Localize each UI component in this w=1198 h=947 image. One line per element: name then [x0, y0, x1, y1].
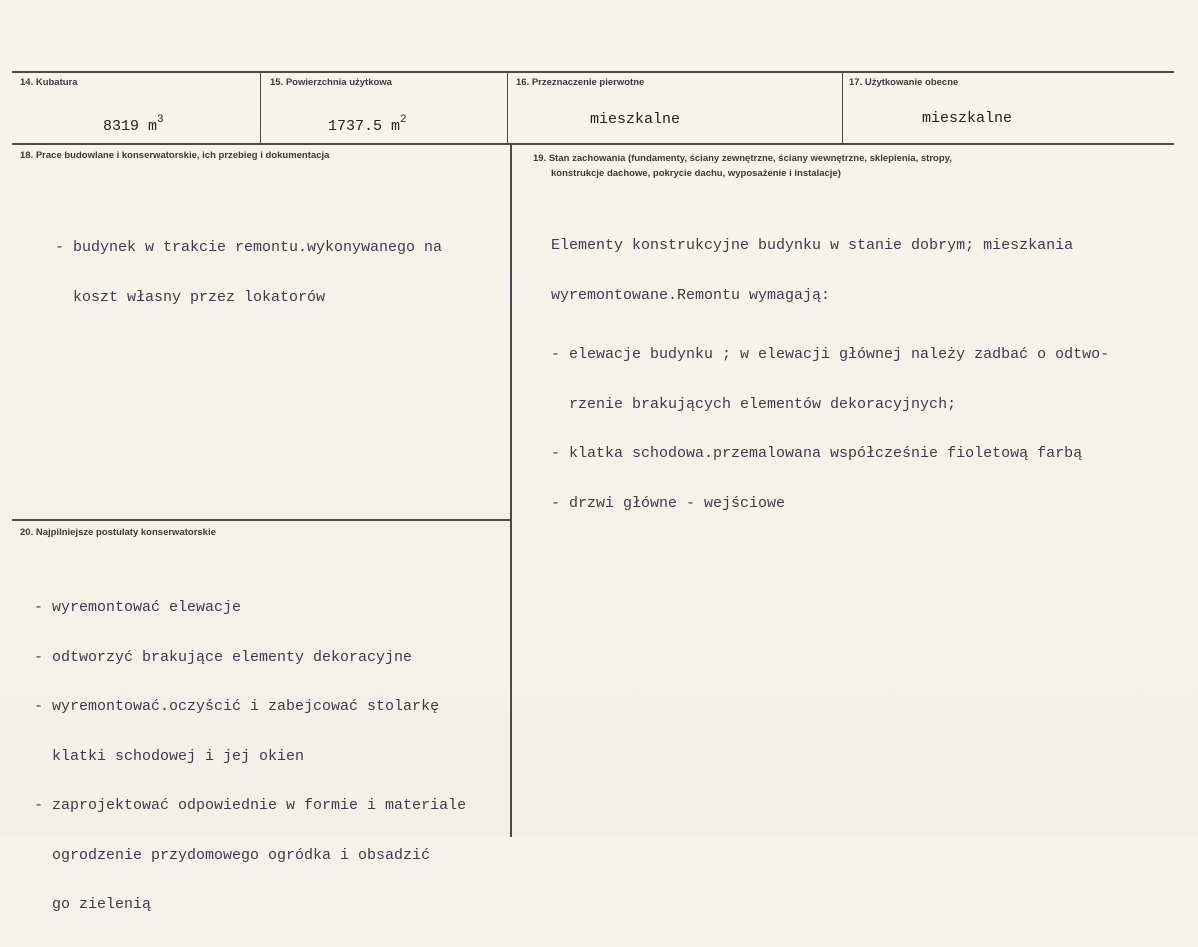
field-17-label: 17. Użytkowanie obecne — [849, 77, 959, 88]
field-20-label: 20. Najpilniejsze postulaty konserwatorskie — [20, 527, 216, 538]
kubatura-number: 8319 — [103, 118, 140, 135]
field-18-label: 18. Prace budowlane i konserwatorskie, ich przebieg i dokumentacja — [20, 150, 330, 161]
kubatura-unit-exponent: 3 — [157, 114, 164, 126]
divider-15-16 — [507, 73, 508, 143]
powierzchnia-unit: m — [391, 118, 401, 135]
field-20-line: - wyremontować.oczyścić i zabejcować stolarkę — [34, 698, 440, 715]
field-19-text — [551, 205, 1109, 545]
field-19-label: 19. Stan zachowania (fundamenty, ściany zewnętrzne, ściany wewnętrzne, sklepienia, stropy, — [533, 153, 952, 164]
field-18-text — [55, 207, 442, 339]
field-19-line: - drzwi główne - wejściowe — [551, 494, 786, 512]
field-14-label: 14. Kubatura — [20, 77, 78, 88]
field-19-line: rzenie brakujących elementów dekoracyjnych; — [551, 395, 957, 413]
field-18-line: koszt własny przez lokatorów — [55, 288, 326, 306]
powierzchnia-number: 1737.5 — [328, 118, 383, 135]
field-20-line: go zielenią — [34, 896, 152, 913]
top-rule — [12, 71, 1174, 73]
field-20-line: - wyremontować elewacje — [34, 599, 242, 616]
field-14-value — [103, 116, 164, 135]
field-19-line: wyremontowane.Remontu wymagają: — [551, 286, 831, 304]
kubatura-unit: m — [148, 118, 158, 135]
field-18-line: - budynek w trakcie remontu.wykonywanego na — [55, 239, 443, 256]
field-20-line: - odtworzyć brakujące elementy dekoracyjne — [34, 648, 413, 666]
field-19-label-continued: konstrukcje dachowe, pokrycie dachu, wyposażenie i instalacje) — [551, 168, 841, 179]
field-17-value: mieszkalne — [922, 110, 1013, 127]
divider-16-17 — [842, 73, 843, 143]
field-16-label: 16. Przeznaczenie pierwotne — [516, 77, 645, 88]
header-row-bottom-rule — [12, 143, 1174, 145]
field-20-line: klatki schodowej i jej okien — [34, 747, 305, 765]
section-18-20-divider — [12, 519, 511, 521]
powierzchnia-unit-exponent: 2 — [400, 114, 407, 126]
field-19-line: - elewacje budynku ; w elewacji głównej należy zadbać o odtwo- — [551, 346, 1110, 363]
divider-left-right-column — [510, 145, 512, 837]
field-19-line: Elementy konstrukcyjne budynku w stanie dobrym; mieszkania — [551, 237, 1074, 254]
divider-14-15 — [260, 73, 261, 143]
field-15-label: 15. Powierzchnia użytkowa — [270, 77, 392, 88]
field-16-value: mieszkalne — [590, 111, 681, 128]
field-20-text — [34, 567, 466, 947]
field-20-line: - zaprojektować odpowiednie w formie i materiale — [34, 797, 467, 814]
field-20-line: ogrodzenie przydomowego ogródka i obsadzić — [34, 846, 431, 864]
field-19-line: - klatka schodowa.przemalowana współcześnie fioletową farbą — [551, 445, 1083, 462]
field-15-value — [328, 116, 407, 135]
